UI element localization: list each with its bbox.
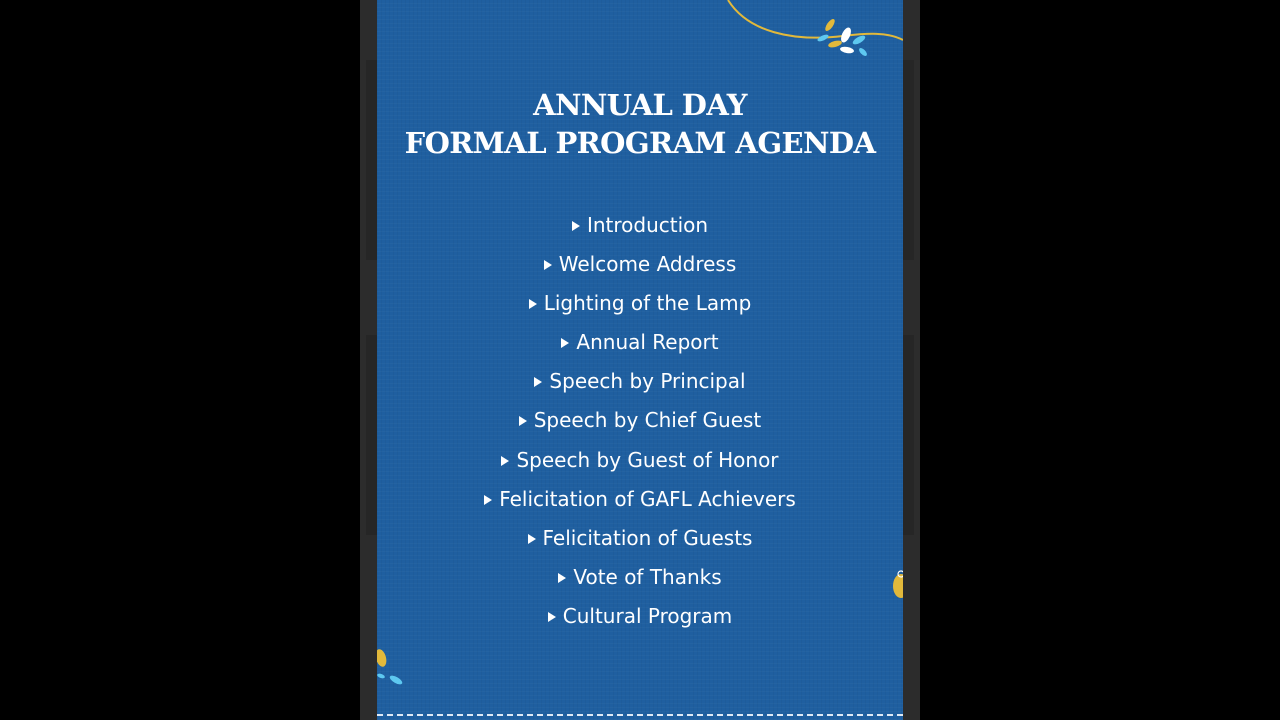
agenda-item-label: Felicitation of Guests [542, 525, 753, 550]
triangle-right-icon [544, 260, 552, 270]
dashed-border [377, 714, 903, 716]
vine-leaves-icon [723, 0, 903, 70]
triangle-right-icon [529, 299, 537, 309]
agenda-item [377, 362, 903, 401]
agenda-item-label: Introduction [586, 213, 709, 237]
agenda-item [377, 323, 903, 362]
triangle-right-icon [561, 338, 569, 348]
agenda-item-label: Cultural Program [562, 603, 733, 628]
agenda-item [377, 206, 903, 245]
triangle-right-icon [558, 573, 566, 583]
agenda-item [377, 401, 903, 440]
title-line-2: FORMAL PROGRAM AGENDA [404, 126, 876, 160]
triangle-right-icon [534, 377, 542, 387]
agenda-card [377, 0, 903, 720]
title-line-1: ANNUAL DAY [533, 88, 747, 122]
agenda-item-label: Speech by Principal [549, 369, 746, 394]
triangle-right-icon [519, 416, 527, 426]
agenda-item [377, 441, 903, 480]
agenda-item-label: Felicitation of GAFL Achievers [499, 486, 796, 511]
agenda-item-label: Annual Report [576, 330, 719, 355]
triangle-right-icon [484, 495, 492, 505]
triangle-right-icon [548, 612, 556, 622]
agenda-item-label: Speech by Chief Guest [533, 408, 762, 433]
leaf-icon [889, 566, 903, 602]
agenda-item-label: Lighting of the Lamp [543, 291, 752, 316]
agenda-item [377, 480, 903, 519]
triangle-right-icon [572, 221, 580, 231]
agenda-item-label: Speech by Guest of Honor [516, 447, 779, 472]
agenda-item [377, 519, 903, 558]
triangle-right-icon [528, 534, 536, 544]
agenda-item [377, 597, 903, 636]
triangle-right-icon [501, 456, 509, 466]
agenda-item [377, 284, 903, 323]
agenda-item [377, 245, 903, 284]
agenda-item-label: Vote of Thanks [573, 564, 722, 589]
agenda-item-label: Welcome Address [558, 252, 737, 277]
agenda-list [377, 206, 903, 636]
leaf-cluster-icon [377, 640, 417, 690]
agenda-item [377, 558, 903, 597]
